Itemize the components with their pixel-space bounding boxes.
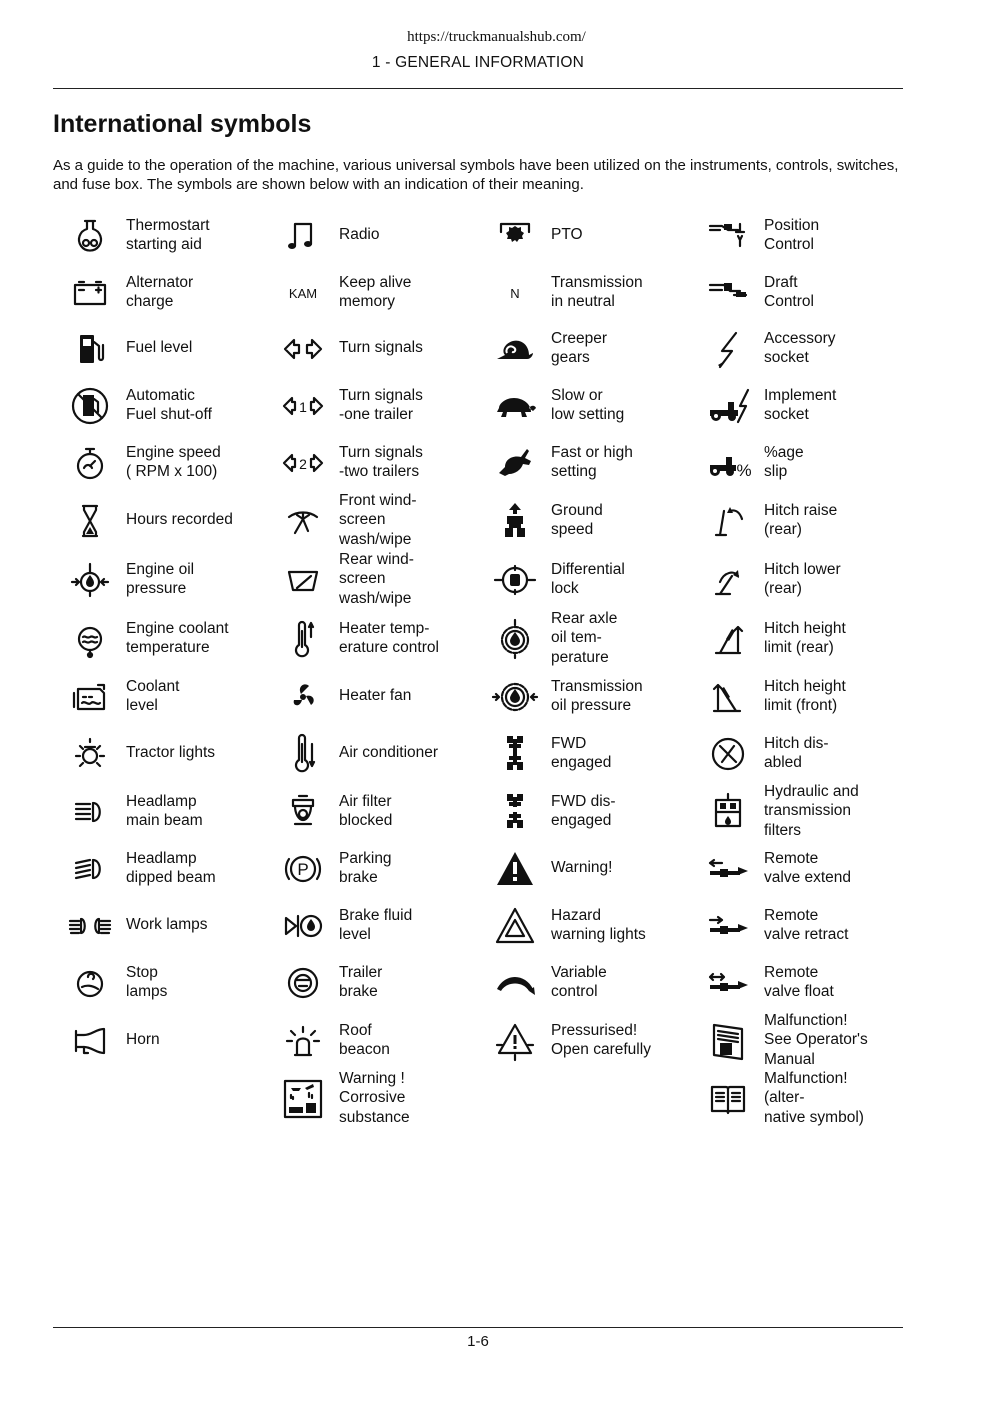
symbol-label: Slow or low setting — [551, 386, 625, 423]
page-title: International symbols — [53, 110, 312, 138]
pressurised-icon — [493, 1021, 537, 1061]
oil-pressure-icon — [68, 560, 112, 600]
symbol-label: Thermostart starting aid — [126, 216, 210, 253]
symbol-label: Fuel level — [126, 339, 193, 357]
symbol-label: Parking brake — [339, 849, 392, 886]
coolant-temp-icon — [68, 619, 112, 659]
air-filter-icon — [281, 792, 325, 832]
dipped-beam-icon — [68, 849, 112, 889]
symbol-label: Hitch lower (rear) — [764, 560, 841, 597]
kam-icon — [281, 273, 325, 313]
music-note-icon — [281, 216, 325, 256]
hitch-raise-icon — [706, 501, 750, 541]
rear-wiper-icon — [281, 560, 325, 600]
symbol-label: Rear axle oil tem- perature — [551, 610, 618, 666]
symbol-label: %age slip — [764, 443, 804, 480]
air-conditioner-icon — [281, 734, 325, 774]
symbol-label: Work lamps — [126, 916, 208, 934]
battery-icon — [68, 273, 112, 313]
symbol-label: Front wind- screen wash/wipe — [339, 492, 417, 548]
page-number: 1-6 — [467, 1333, 489, 1350]
work-lamps-icon — [68, 906, 112, 946]
symbol-label: Air conditioner — [339, 744, 439, 762]
turn-signals-two-trailers-icon — [281, 443, 325, 483]
symbol-label: Turn signals — [339, 339, 423, 357]
neutral-icon — [493, 273, 537, 313]
symbol-label: Brake fluid level — [339, 906, 413, 943]
symbol-label: Horn — [126, 1031, 160, 1049]
symbol-label: Heater temp- erature control — [339, 619, 439, 656]
svg-text:1: 1 — [299, 399, 307, 415]
beacon-icon — [281, 1021, 325, 1061]
valve-retract-icon — [706, 906, 750, 946]
variable-control-icon — [493, 963, 537, 1003]
svg-text:P: P — [297, 860, 309, 879]
section-header: 1 - GENERAL INFORMATION — [371, 54, 585, 71]
parking-brake-icon — [281, 849, 325, 889]
engine-speed-icon — [68, 443, 112, 483]
turn-signals-one-trailer-icon — [281, 386, 325, 426]
hare-icon — [493, 443, 537, 483]
symbol-label: Transmission oil pressure — [551, 677, 643, 714]
symbol-label: Hitch height limit (front) — [764, 677, 846, 714]
horn-icon — [68, 1021, 112, 1061]
fuel-pump-icon — [68, 329, 112, 369]
symbol-label: Malfunction! (alter- native symbol) — [764, 1070, 864, 1126]
symbol-label: Roof beacon — [339, 1021, 390, 1058]
snail-icon — [493, 329, 537, 369]
symbol-label: Transmission in neutral — [551, 273, 643, 310]
filters-icon — [706, 792, 750, 832]
svg-text:KAM: KAM — [288, 286, 318, 301]
draft-control-icon — [706, 273, 750, 313]
symbol-label: Rear wind- screen wash/wipe — [339, 551, 414, 607]
front-wiper-icon — [281, 501, 325, 541]
symbol-label: Turn signals -two trailers — [339, 443, 423, 480]
header-rule — [53, 88, 903, 89]
fwd-engaged-icon — [493, 734, 537, 774]
coolant-level-icon — [68, 677, 112, 717]
symbol-label: Warning ! Corrosive substance — [339, 1070, 410, 1126]
position-control-icon — [706, 216, 750, 256]
corrosive-icon — [281, 1079, 325, 1119]
symbol-label: Stop lamps — [126, 963, 168, 1000]
hitch-limit-rear-icon — [706, 619, 750, 659]
lamp-icon — [68, 734, 112, 774]
valve-float-icon — [706, 963, 750, 1003]
symbol-label: Hitch raise (rear) — [764, 501, 838, 538]
heater-temp-icon — [281, 619, 325, 659]
stop-lamps-icon — [68, 963, 112, 1003]
ground-speed-icon — [493, 501, 537, 541]
footer-rule — [53, 1327, 903, 1328]
symbol-label: Variable control — [551, 963, 607, 1000]
symbol-label: Remote valve retract — [764, 906, 849, 943]
main-beam-icon — [68, 792, 112, 832]
intro-paragraph: As a guide to the operation of the machine, various universal symbols have been utilized on the instruments, controls, switches, and fuse box. The symbols are shown below with an indication of their meaning. — [53, 157, 899, 193]
symbol-label: Hazard warning lights — [551, 906, 646, 943]
symbol-label: Trailer brake — [339, 963, 383, 1000]
fuel-shutoff-icon — [68, 386, 112, 426]
symbol-label: Headlamp main beam — [126, 792, 203, 829]
symbol-label: FWD engaged — [551, 734, 612, 771]
book-icon — [706, 1079, 750, 1119]
symbol-label: Pressurised! Open carefully — [551, 1021, 651, 1058]
symbol-label: Alternator charge — [126, 273, 194, 310]
hitch-disabled-icon — [706, 734, 750, 774]
symbol-label: Differential lock — [551, 560, 625, 597]
brake-fluid-icon — [281, 906, 325, 946]
turn-signals-icon — [281, 329, 325, 369]
symbol-label: Air filter blocked — [339, 792, 393, 829]
implement-socket-icon — [706, 386, 750, 426]
tortoise-icon — [493, 386, 537, 426]
symbol-label: Ground speed — [551, 501, 603, 538]
valve-extend-icon — [706, 849, 750, 889]
symbol-label: Position Control — [764, 216, 820, 253]
warning-icon — [493, 849, 537, 889]
symbol-label: Creeper gears — [551, 329, 607, 366]
hitch-lower-icon — [706, 560, 750, 600]
symbol-label: Keep alive memory — [339, 273, 412, 310]
symbol-label: Headlamp dipped beam — [126, 849, 216, 886]
hourglass-icon — [68, 501, 112, 541]
symbol-label: Remote valve float — [764, 963, 834, 1000]
symbol-label: Fast or high setting — [551, 443, 633, 480]
slip-icon — [706, 443, 750, 483]
fwd-disengaged-icon — [493, 792, 537, 832]
symbol-label: Tractor lights — [126, 744, 216, 762]
svg-text:2: 2 — [299, 456, 307, 472]
symbol-label: Coolant level — [126, 677, 180, 714]
svg-text:N: N — [510, 286, 520, 301]
symbol-label: Hydraulic and transmission filters — [764, 783, 859, 839]
thermostart-icon — [68, 216, 112, 256]
source-url: https://truckmanualshub.com/ — [407, 29, 586, 45]
symbol-label: Hitch height limit (rear) — [764, 619, 846, 656]
symbol-label: Engine oil pressure — [126, 560, 195, 597]
symbol-label: Hitch dis- abled — [764, 734, 829, 771]
symbol-label: Radio — [339, 226, 380, 244]
symbol-label: Engine coolant temperature — [126, 619, 229, 656]
fan-icon — [281, 677, 325, 717]
hitch-limit-front-icon — [706, 677, 750, 717]
rear-axle-oil-temp-icon — [493, 619, 537, 659]
symbol-label: FWD dis- engaged — [551, 792, 616, 829]
symbol-label: Accessory socket — [764, 329, 836, 366]
symbol-label: Engine speed ( RPM x 100) — [126, 443, 221, 480]
symbol-label: Remote valve extend — [764, 849, 852, 886]
trailer-brake-icon — [281, 963, 325, 1003]
lightning-icon — [706, 329, 750, 369]
symbol-label: Draft Control — [764, 273, 814, 310]
symbol-label: Automatic Fuel shut-off — [126, 386, 212, 423]
symbol-label: PTO — [551, 226, 583, 244]
symbol-label: Warning! — [551, 859, 613, 877]
svg-text:%: % — [736, 461, 752, 480]
diff-lock-icon — [493, 560, 537, 600]
manual-icon — [706, 1021, 750, 1061]
symbol-label: Hours recorded — [126, 511, 233, 529]
symbol-label: Malfunction! See Operator's Manual — [764, 1012, 868, 1068]
hazard-icon — [493, 906, 537, 946]
pto-icon — [493, 216, 537, 256]
symbol-label: Implement socket — [764, 386, 837, 423]
transmission-oil-pressure-icon — [493, 677, 537, 717]
symbol-label: Heater fan — [339, 687, 412, 705]
symbol-label: Turn signals -one trailer — [339, 386, 423, 423]
